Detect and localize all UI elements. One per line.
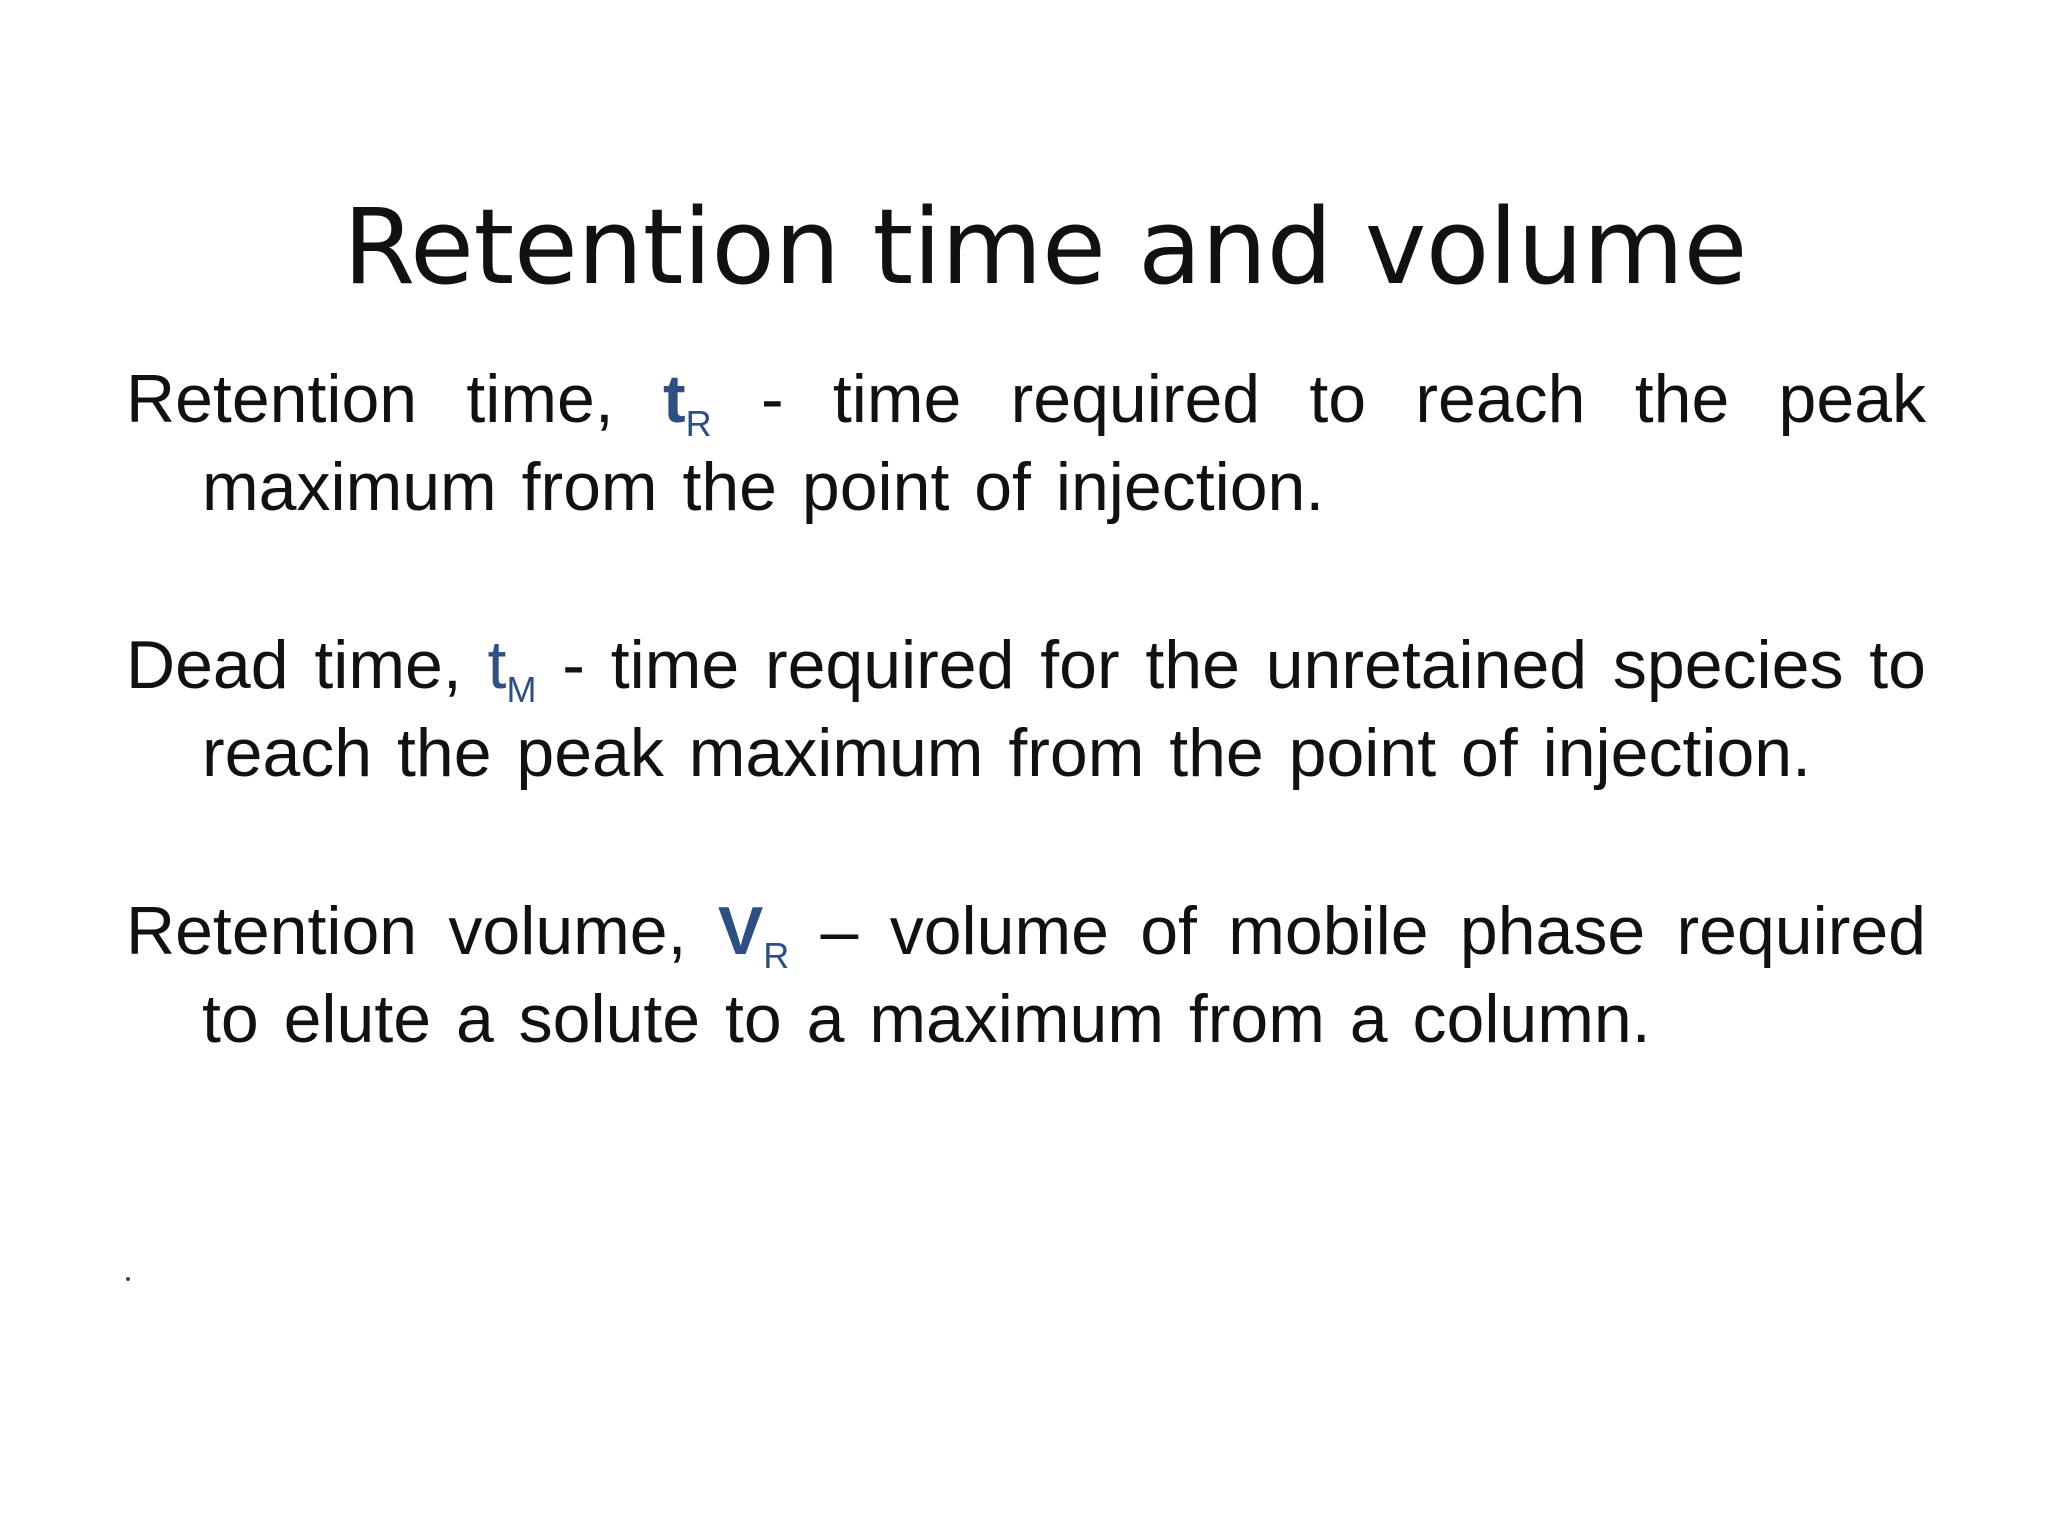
definition-term: Retention volume, (126, 893, 718, 969)
slide-title: Retention time and volume (342, 186, 1748, 308)
definition-retention-volume (126, 887, 1926, 1063)
definition-text: - time required to reach the peak maximum from the point of injection. (202, 361, 1927, 525)
definition-dead-time (126, 621, 1926, 797)
definition-term: Dead time, (126, 627, 488, 703)
stray-dot (126, 1277, 130, 1281)
symbol-vr: V (717, 893, 764, 969)
symbol-subscript: R (763, 935, 790, 976)
definition-retention-time (126, 355, 1926, 531)
symbol-tr: t (663, 361, 686, 437)
symbol-subscript: M (506, 669, 537, 710)
definition-term: Retention time, (126, 361, 664, 437)
symbol-subscript: R (685, 403, 712, 444)
definition-text: – volume of mobile phase required to elute a solute to a maximum from a column. (202, 893, 1926, 1057)
symbol-tm: t (487, 627, 507, 703)
definition-text: - time required for the unretained species to reach the peak maximum from the point of injection. (202, 627, 1926, 791)
slide-body (126, 355, 1926, 1153)
